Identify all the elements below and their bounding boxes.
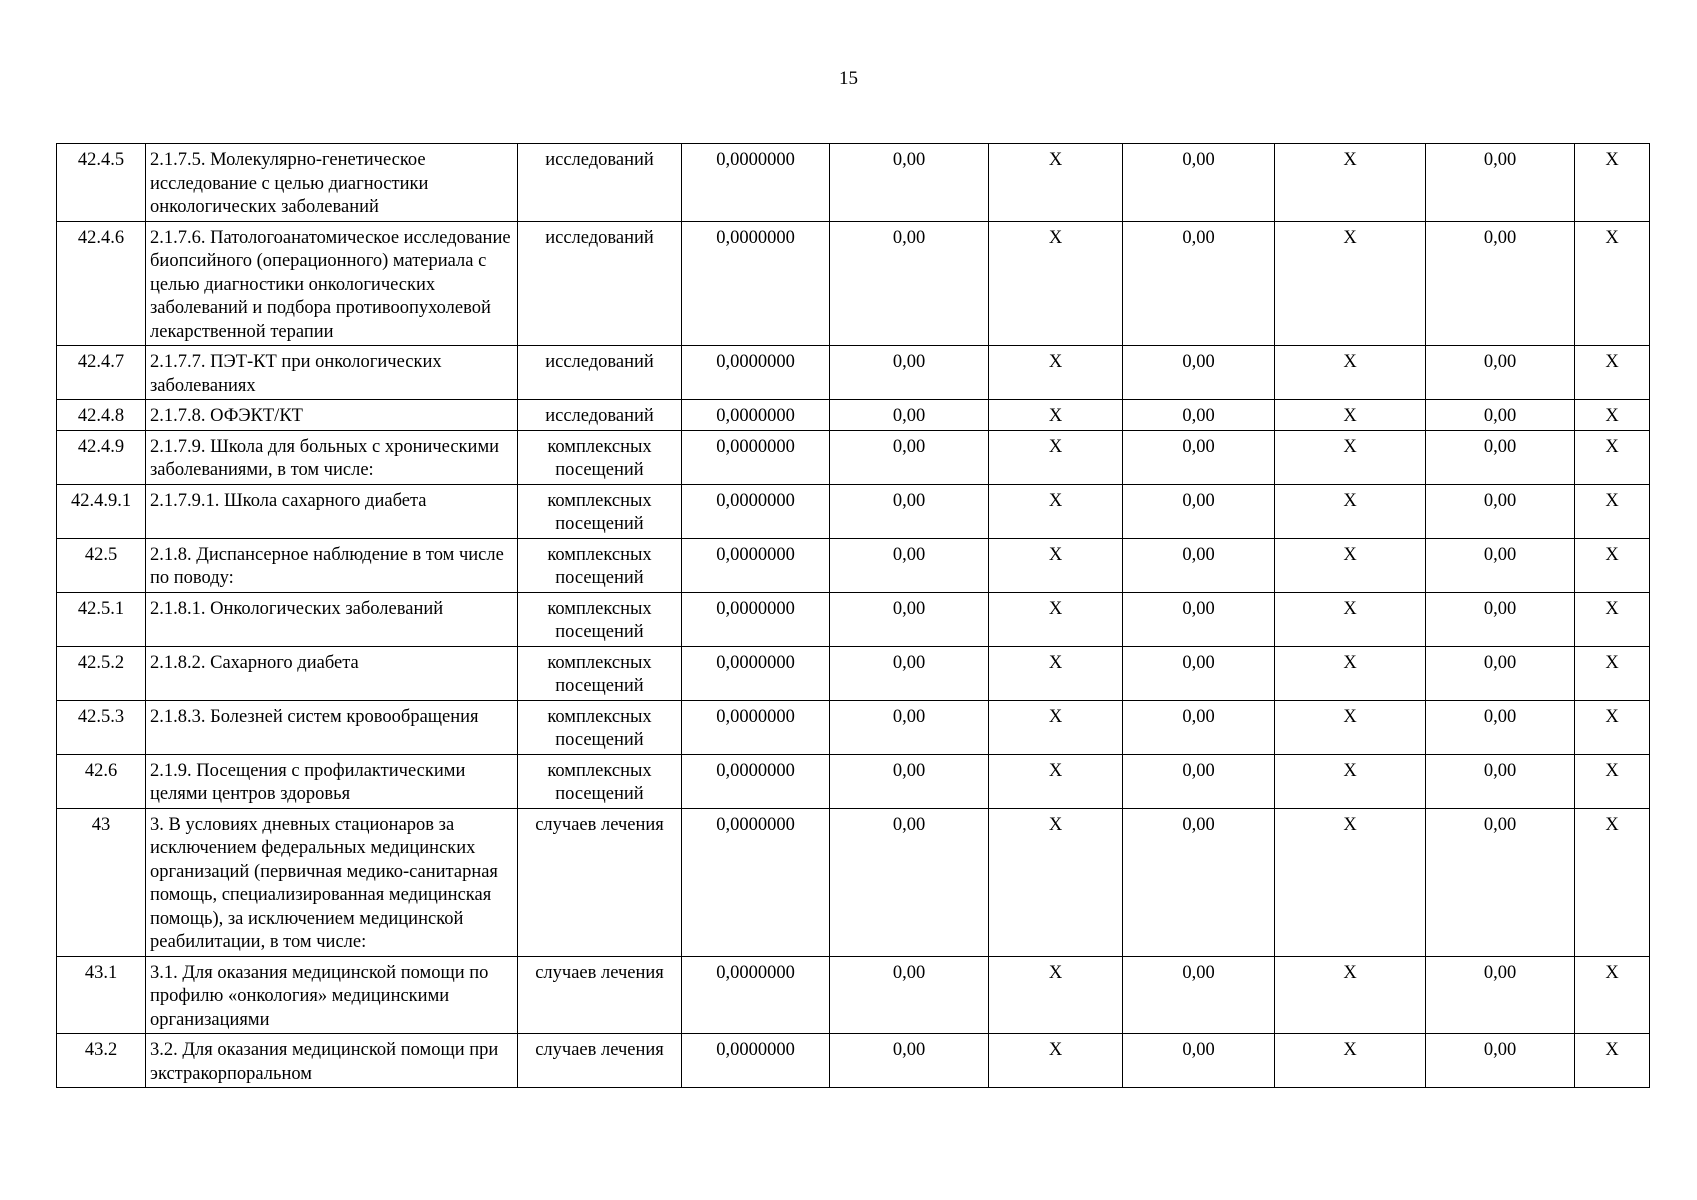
table-row bbox=[57, 538, 1650, 592]
row-x-cell: X bbox=[989, 646, 1123, 700]
table-row bbox=[57, 1034, 1650, 1088]
row-value-cell: 0,0000000 bbox=[682, 1034, 830, 1088]
table-row bbox=[57, 700, 1650, 754]
row-value-cell: 0,0000000 bbox=[682, 754, 830, 808]
table-row bbox=[57, 956, 1650, 1034]
row-name-cell: 2.1.7.9. Школа для больных с хроническими заболеваниями, в том числе: bbox=[146, 430, 518, 484]
row-name-cell: 2.1.7.8. ОФЭКТ/КТ bbox=[146, 400, 518, 431]
row-x-cell: X bbox=[989, 700, 1123, 754]
row-x-cell: X bbox=[1275, 538, 1426, 592]
row-x-cell: X bbox=[989, 400, 1123, 431]
row-code-cell: 42.5.2 bbox=[57, 646, 146, 700]
row-x-cell: X bbox=[989, 221, 1123, 346]
row-x-cell: X bbox=[1575, 700, 1650, 754]
row-x-cell: X bbox=[989, 538, 1123, 592]
row-value-cell: 0,00 bbox=[830, 430, 989, 484]
row-unit-cell: комплексных посещений bbox=[518, 754, 682, 808]
row-x-cell: X bbox=[1575, 221, 1650, 346]
row-value-cell: 0,00 bbox=[830, 400, 989, 431]
row-x-cell: X bbox=[1575, 592, 1650, 646]
row-name-cell: 2.1.8.3. Болезней систем кровообращения bbox=[146, 700, 518, 754]
row-value-cell: 0,00 bbox=[830, 1034, 989, 1088]
row-name-cell: 2.1.7.6. Патологоанатомическое исследование биопсийного (операционного) материала с целью диагностики онкологических заболеваний и подбора противоопухолевой лекарственной терапии bbox=[146, 221, 518, 346]
row-x-cell: X bbox=[1575, 400, 1650, 431]
row-value-cell: 0,00 bbox=[1123, 538, 1275, 592]
row-code-cell: 42.4.7 bbox=[57, 346, 146, 400]
row-code-cell: 42.4.8 bbox=[57, 400, 146, 431]
row-x-cell: X bbox=[1275, 700, 1426, 754]
row-x-cell: X bbox=[989, 592, 1123, 646]
row-name-cell: 2.1.8.1. Онкологических заболеваний bbox=[146, 592, 518, 646]
table-row bbox=[57, 484, 1650, 538]
row-code-cell: 43.2 bbox=[57, 1034, 146, 1088]
row-x-cell: X bbox=[1275, 221, 1426, 346]
row-name-cell: 2.1.9. Посещения с профилактическими целями центров здоровья bbox=[146, 754, 518, 808]
row-value-cell: 0,00 bbox=[830, 754, 989, 808]
row-value-cell: 0,00 bbox=[1426, 956, 1575, 1034]
table-row bbox=[57, 144, 1650, 222]
row-code-cell: 42.5.1 bbox=[57, 592, 146, 646]
row-x-cell: X bbox=[1575, 346, 1650, 400]
row-value-cell: 0,00 bbox=[830, 221, 989, 346]
row-value-cell: 0,00 bbox=[1426, 592, 1575, 646]
row-value-cell: 0,0000000 bbox=[682, 700, 830, 754]
row-value-cell: 0,00 bbox=[1426, 430, 1575, 484]
row-x-cell: X bbox=[989, 346, 1123, 400]
row-x-cell: X bbox=[1575, 430, 1650, 484]
row-x-cell: X bbox=[1275, 144, 1426, 222]
row-value-cell: 0,00 bbox=[830, 144, 989, 222]
row-x-cell: X bbox=[989, 484, 1123, 538]
row-value-cell: 0,0000000 bbox=[682, 808, 830, 956]
row-x-cell: X bbox=[1275, 1034, 1426, 1088]
row-unit-cell: случаев лечения bbox=[518, 808, 682, 956]
row-value-cell: 0,00 bbox=[1426, 808, 1575, 956]
row-value-cell: 0,00 bbox=[1426, 144, 1575, 222]
row-value-cell: 0,00 bbox=[1426, 346, 1575, 400]
row-x-cell: X bbox=[989, 956, 1123, 1034]
row-value-cell: 0,00 bbox=[830, 592, 989, 646]
row-x-cell: X bbox=[1575, 646, 1650, 700]
row-code-cell: 43 bbox=[57, 808, 146, 956]
row-code-cell: 42.4.6 bbox=[57, 221, 146, 346]
row-value-cell: 0,00 bbox=[1426, 646, 1575, 700]
row-value-cell: 0,0000000 bbox=[682, 221, 830, 346]
row-unit-cell: комплексных посещений bbox=[518, 538, 682, 592]
row-value-cell: 0,0000000 bbox=[682, 430, 830, 484]
page-number: 15 bbox=[839, 68, 858, 89]
row-value-cell: 0,00 bbox=[830, 538, 989, 592]
row-x-cell: X bbox=[1275, 400, 1426, 431]
row-x-cell: X bbox=[1575, 484, 1650, 538]
row-code-cell: 42.4.5 bbox=[57, 144, 146, 222]
row-x-cell: X bbox=[1275, 956, 1426, 1034]
row-x-cell: X bbox=[1275, 808, 1426, 956]
row-value-cell: 0,00 bbox=[1123, 221, 1275, 346]
row-x-cell: X bbox=[1575, 956, 1650, 1034]
row-x-cell: X bbox=[1275, 484, 1426, 538]
row-code-cell: 42.5 bbox=[57, 538, 146, 592]
row-code-cell: 42.4.9 bbox=[57, 430, 146, 484]
row-code-cell: 42.6 bbox=[57, 754, 146, 808]
table-row bbox=[57, 400, 1650, 431]
row-value-cell: 0,00 bbox=[1123, 646, 1275, 700]
row-value-cell: 0,00 bbox=[1426, 221, 1575, 346]
row-name-cell: 2.1.7.5. Молекулярно-генетическое исследование с целью диагностики онкологических заболеваний bbox=[146, 144, 518, 222]
row-x-cell: X bbox=[989, 430, 1123, 484]
row-value-cell: 0,00 bbox=[830, 956, 989, 1034]
row-x-cell: X bbox=[1575, 144, 1650, 222]
table-row bbox=[57, 592, 1650, 646]
row-name-cell: 3.2. Для оказания медицинской помощи при экстракорпоральном bbox=[146, 1034, 518, 1088]
row-unit-cell: комплексных посещений bbox=[518, 592, 682, 646]
row-name-cell: 2.1.7.7. ПЭТ-КТ при онкологических заболеваниях bbox=[146, 346, 518, 400]
row-value-cell: 0,00 bbox=[830, 808, 989, 956]
row-value-cell: 0,00 bbox=[1123, 592, 1275, 646]
row-name-cell: 3.1. Для оказания медицинской помощи по профилю «онкология» медицинскими организациями bbox=[146, 956, 518, 1034]
row-x-cell: X bbox=[989, 754, 1123, 808]
row-code-cell: 43.1 bbox=[57, 956, 146, 1034]
row-unit-cell: исследований bbox=[518, 221, 682, 346]
row-name-cell: 2.1.8. Диспансерное наблюдение в том числе по поводу: bbox=[146, 538, 518, 592]
row-x-cell: X bbox=[1575, 1034, 1650, 1088]
row-value-cell: 0,00 bbox=[1123, 400, 1275, 431]
row-value-cell: 0,0000000 bbox=[682, 484, 830, 538]
row-x-cell: X bbox=[1575, 808, 1650, 956]
row-name-cell: 2.1.7.9.1. Школа сахарного диабета bbox=[146, 484, 518, 538]
row-unit-cell: комплексных посещений bbox=[518, 700, 682, 754]
row-value-cell: 0,00 bbox=[1123, 430, 1275, 484]
row-unit-cell: комплексных посещений bbox=[518, 646, 682, 700]
row-x-cell: X bbox=[989, 808, 1123, 956]
row-code-cell: 42.4.9.1 bbox=[57, 484, 146, 538]
row-value-cell: 0,00 bbox=[1123, 700, 1275, 754]
row-code-cell: 42.5.3 bbox=[57, 700, 146, 754]
row-unit-cell: случаев лечения bbox=[518, 956, 682, 1034]
row-x-cell: X bbox=[1275, 754, 1426, 808]
row-x-cell: X bbox=[1275, 646, 1426, 700]
row-value-cell: 0,00 bbox=[830, 484, 989, 538]
row-x-cell: X bbox=[1275, 592, 1426, 646]
data-table bbox=[56, 143, 1650, 1088]
row-x-cell: X bbox=[989, 1034, 1123, 1088]
row-value-cell: 0,00 bbox=[1123, 346, 1275, 400]
row-x-cell: X bbox=[1275, 430, 1426, 484]
row-value-cell: 0,00 bbox=[1426, 538, 1575, 592]
row-value-cell: 0,00 bbox=[830, 346, 989, 400]
row-unit-cell: исследований bbox=[518, 346, 682, 400]
row-value-cell: 0,0000000 bbox=[682, 956, 830, 1034]
row-value-cell: 0,00 bbox=[1123, 808, 1275, 956]
row-name-cell: 3. В условиях дневных стационаров за исключением федеральных медицинских организаций (первичная медико-санитарная помощь, специализированная медицинская помощь), за исключением медицинской реабилитации, в том числе: bbox=[146, 808, 518, 956]
row-value-cell: 0,00 bbox=[1123, 144, 1275, 222]
row-value-cell: 0,00 bbox=[1123, 484, 1275, 538]
row-x-cell: X bbox=[1275, 346, 1426, 400]
row-value-cell: 0,0000000 bbox=[682, 646, 830, 700]
row-value-cell: 0,00 bbox=[1123, 754, 1275, 808]
row-unit-cell: случаев лечения bbox=[518, 1034, 682, 1088]
row-value-cell: 0,00 bbox=[830, 700, 989, 754]
row-x-cell: X bbox=[1575, 538, 1650, 592]
row-value-cell: 0,0000000 bbox=[682, 538, 830, 592]
table-row bbox=[57, 430, 1650, 484]
row-value-cell: 0,0000000 bbox=[682, 592, 830, 646]
row-value-cell: 0,0000000 bbox=[682, 144, 830, 222]
row-value-cell: 0,00 bbox=[1426, 754, 1575, 808]
row-unit-cell: исследований bbox=[518, 400, 682, 431]
row-unit-cell: комплексных посещений bbox=[518, 484, 682, 538]
row-value-cell: 0,00 bbox=[1123, 1034, 1275, 1088]
table-row bbox=[57, 808, 1650, 956]
row-value-cell: 0,00 bbox=[830, 646, 989, 700]
table-row bbox=[57, 646, 1650, 700]
row-x-cell: X bbox=[989, 144, 1123, 222]
row-value-cell: 0,00 bbox=[1426, 484, 1575, 538]
row-value-cell: 0,00 bbox=[1123, 956, 1275, 1034]
table-row bbox=[57, 221, 1650, 346]
row-unit-cell: исследований bbox=[518, 144, 682, 222]
row-value-cell: 0,00 bbox=[1426, 400, 1575, 431]
table-row bbox=[57, 754, 1650, 808]
table-body bbox=[57, 144, 1650, 1088]
row-value-cell: 0,0000000 bbox=[682, 400, 830, 431]
row-name-cell: 2.1.8.2. Сахарного диабета bbox=[146, 646, 518, 700]
row-unit-cell: комплексных посещений bbox=[518, 430, 682, 484]
row-value-cell: 0,0000000 bbox=[682, 346, 830, 400]
table-row bbox=[57, 346, 1650, 400]
row-value-cell: 0,00 bbox=[1426, 700, 1575, 754]
row-value-cell: 0,00 bbox=[1426, 1034, 1575, 1088]
row-x-cell: X bbox=[1575, 754, 1650, 808]
